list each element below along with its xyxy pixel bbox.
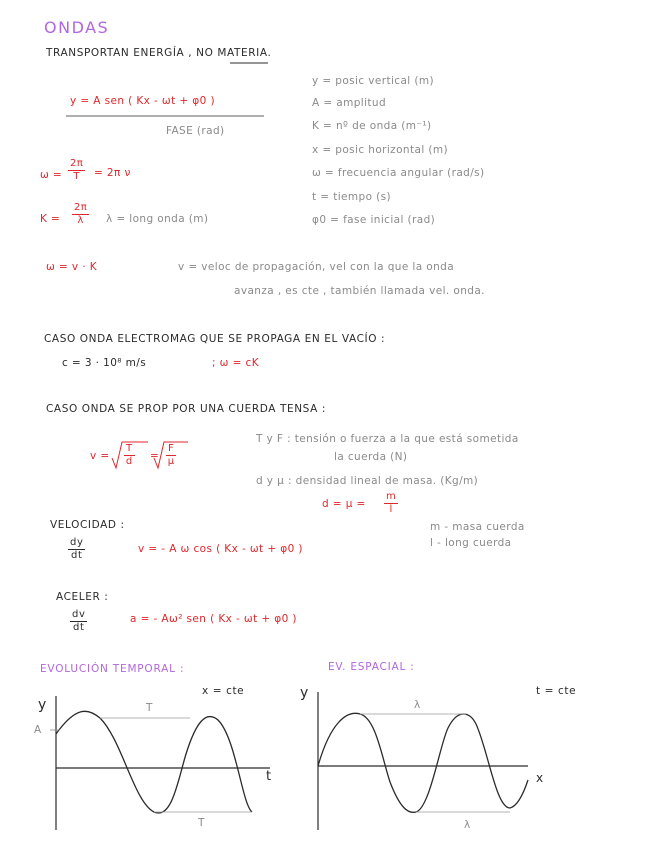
- period-bottom-label: T: [198, 817, 205, 829]
- omega-den: T: [73, 171, 80, 182]
- vel-num: dy: [70, 537, 84, 548]
- lambda-note: λ = long onda (m): [106, 213, 209, 225]
- spatial-wave-curve: [318, 713, 528, 812]
- string-den-1: d: [125, 456, 133, 467]
- omega-lhs: ω =: [40, 169, 63, 181]
- wave-equation: y = A sen ( Kx - ωt + φ0 ): [70, 95, 215, 107]
- space-axis-label: x: [536, 771, 544, 785]
- k-fraction: [72, 203, 89, 226]
- def-x: x = posic horizontal (m): [312, 144, 449, 156]
- density-frac: [384, 492, 398, 515]
- def-k: K = nº de onda (m⁻¹): [312, 120, 432, 132]
- string-title: CASO ONDA SE PROP POR UNA CUERDA TENSA :: [46, 403, 326, 415]
- density: d y μ : densidad lineal de masa. (Kg/m): [256, 475, 479, 487]
- def-a: A = amplitud: [312, 97, 387, 109]
- t-cte-label: t = cte: [536, 685, 577, 697]
- length-def: l - long cuerda: [430, 537, 512, 549]
- evolucion-temporal-heading: EVOLUCIÓN TEMPORAL :: [40, 663, 185, 675]
- spatial-y-label: y: [300, 685, 309, 701]
- em-equation-2: ; ω = cK: [212, 357, 259, 369]
- subtitle: TRANSPORTAN ENERGÍA , NO MATERIA.: [46, 47, 272, 59]
- omega-vk-eq: ω = v · K: [46, 261, 97, 273]
- density-den: l: [389, 504, 393, 515]
- amplitude-label: A: [34, 724, 42, 736]
- density-num: m: [386, 491, 397, 502]
- tension-2: la cuerda (N): [334, 451, 408, 463]
- def-phi: φ0 = fase inicial (rad): [312, 214, 436, 226]
- velocidad-frac: [68, 538, 85, 561]
- velocidad-label: VELOCIDAD :: [50, 519, 125, 531]
- string-frac-2: [166, 444, 176, 467]
- acel-num: dv: [72, 609, 86, 620]
- string-den-2: μ: [167, 456, 175, 467]
- string-num-1: T: [126, 443, 133, 454]
- em-title: CASO ONDA ELECTROMAG QUE SE PROPAGA EN EL VACÍO :: [44, 333, 386, 345]
- string-eq-mid: =: [150, 450, 160, 462]
- vel-den: dt: [71, 550, 83, 561]
- em-equation: c = 3 · 10⁸ m/s: [62, 357, 147, 369]
- string-frac-1: [124, 444, 135, 467]
- time-axis-label: t: [266, 769, 272, 784]
- v-definition-2: avanza , es cte , también llamada vel. onda.: [234, 285, 485, 297]
- ev-espacial-heading: EV. ESPACIAL :: [328, 661, 415, 673]
- k-lhs: K =: [40, 213, 61, 225]
- period-top-label: T: [146, 702, 153, 714]
- x-cte-label: x = cte: [202, 685, 245, 697]
- aceler-label: ACELER :: [56, 591, 109, 603]
- lambda-top-label: λ: [414, 699, 421, 711]
- mass-def: m - masa cuerda: [430, 521, 525, 533]
- def-w: ω = frecuencia angular (rad/s): [312, 167, 485, 179]
- def-y: y = posic vertical (m): [312, 75, 434, 87]
- lambda-bottom-label: λ: [464, 819, 471, 831]
- tension-1: T y F : tensión o fuerza a la que está sometida: [256, 433, 519, 445]
- string-v-lhs: v =: [90, 450, 110, 462]
- k-den: λ: [77, 215, 84, 226]
- string-num-2: F: [168, 443, 175, 454]
- omega-rhs: = 2π ν: [94, 167, 131, 179]
- velocity-equation: v = - A ω cos ( Kx - ωt + φ0 ): [138, 543, 303, 555]
- def-t: t = tiempo (s): [312, 191, 392, 203]
- aceler-frac: [70, 610, 87, 633]
- k-num: 2π: [74, 202, 88, 213]
- acel-den: dt: [73, 622, 85, 633]
- omega-fraction: [68, 159, 85, 182]
- v-definition-1: v = veloc de propagación, vel con la que la onda: [178, 261, 455, 273]
- omega-num: 2π: [70, 158, 84, 169]
- density-eq-lhs: d = μ =: [322, 498, 366, 510]
- page-title: ONDAS: [44, 18, 110, 37]
- temporal-wave-curve: [56, 711, 252, 813]
- temporal-y-label: y: [38, 697, 47, 713]
- acceleration-equation: a = - Aω² sen ( Kx - ωt + φ0 ): [130, 613, 297, 625]
- fase-label: FASE (rad): [166, 125, 225, 137]
